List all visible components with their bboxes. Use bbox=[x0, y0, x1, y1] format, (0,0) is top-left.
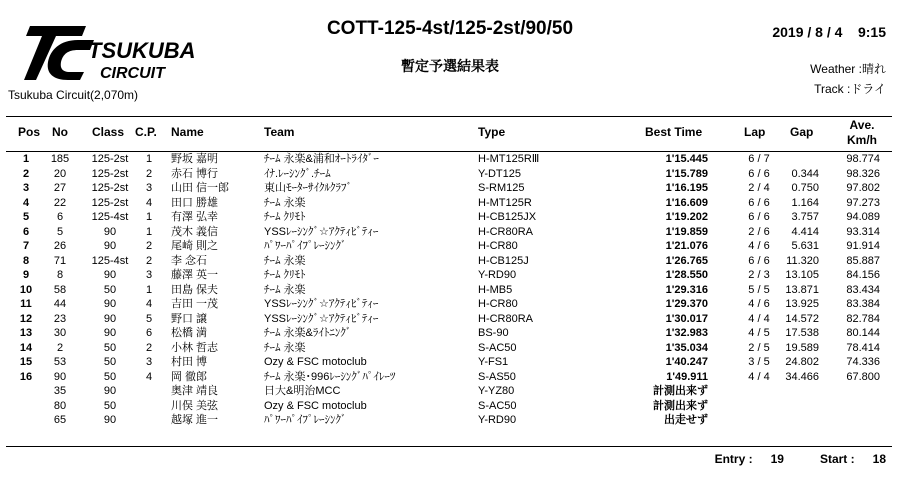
cell-lap: 6 / 6 bbox=[748, 196, 770, 209]
col-header-cp: C.P. bbox=[135, 125, 157, 139]
cell-type: Y-FS1 bbox=[478, 356, 509, 368]
cell-no: 22 bbox=[53, 196, 67, 209]
track-value: ドライ bbox=[850, 82, 886, 96]
cell-best-time: 出走せず bbox=[664, 414, 708, 426]
cell-lap: 4 / 4 bbox=[748, 312, 770, 325]
cell-class: 50 bbox=[103, 356, 117, 368]
cell-team: ﾁｰﾑ 永楽&浦和ｵｰﾄﾗｲﾀﾞｰ bbox=[264, 153, 379, 165]
col-header-best-time: Best Time bbox=[645, 125, 703, 139]
table-row bbox=[0, 283, 900, 298]
cell-ave: 85.887 bbox=[846, 254, 880, 267]
cell-cp: 5 bbox=[145, 312, 153, 325]
cell-class: 90 bbox=[103, 240, 117, 252]
cell-name: 吉田 一茂 bbox=[171, 298, 219, 310]
cell-team: ﾊﾟﾜｰﾊﾟｲﾌﾟﾚｰｼﾝｸﾞ bbox=[264, 240, 347, 252]
cell-gap: 0.750 bbox=[791, 182, 819, 194]
cell-type: BS-90 bbox=[478, 327, 509, 339]
col-header-pos: Pos bbox=[18, 125, 41, 139]
cell-no: 8 bbox=[56, 269, 64, 281]
cell-team: ﾁｰﾑ 永楽･996ﾚｰｼﾝｸﾞﾊﾟｲﾚｰﾂ bbox=[264, 370, 396, 383]
cell-name: 越塚 進一 bbox=[171, 414, 219, 426]
cell-gap: 1.164 bbox=[791, 196, 819, 209]
cell-team: ﾁｰﾑ 永楽 bbox=[264, 283, 306, 296]
cell-best-time: 計測出来ず bbox=[653, 385, 708, 397]
table-row bbox=[0, 181, 900, 196]
cell-pos: 10 bbox=[19, 283, 33, 296]
cell-pos: 16 bbox=[19, 370, 33, 383]
table-row bbox=[0, 152, 900, 167]
cell-class: 90 bbox=[103, 385, 117, 397]
table-row bbox=[0, 384, 900, 399]
cell-gap: 14.572 bbox=[785, 312, 819, 325]
cell-best-time: 1'21.076 bbox=[665, 240, 708, 252]
cell-no: 23 bbox=[53, 312, 67, 325]
time: 9:15 bbox=[857, 24, 886, 40]
cell-cp: 4 bbox=[145, 370, 153, 383]
cell-no: 5 bbox=[56, 225, 64, 238]
cell-best-time: 1'40.247 bbox=[665, 356, 708, 368]
cell-best-time: 1'32.983 bbox=[665, 327, 708, 339]
cell-best-time: 1'28.550 bbox=[665, 269, 708, 281]
cell-team: 東山ﾓｰﾀｰｻｲｸﾙｸﾗﾌﾞ bbox=[264, 182, 352, 194]
cell-name: 松橋 満 bbox=[171, 327, 208, 339]
table-row bbox=[0, 413, 900, 428]
cell-class: 125-2st bbox=[91, 167, 129, 180]
cell-type: S-AC50 bbox=[478, 399, 517, 412]
cell-name: 野口 譲 bbox=[171, 312, 208, 325]
cell-type: H-CR80 bbox=[478, 298, 518, 310]
cell-gap: 5.631 bbox=[791, 240, 819, 252]
cell-gap: 13.925 bbox=[785, 298, 819, 310]
cell-name: 村田 博 bbox=[171, 356, 208, 368]
cell-ave: 93.314 bbox=[846, 225, 880, 238]
cell-ave: 98.774 bbox=[846, 153, 880, 165]
col-header-class: Class bbox=[92, 125, 125, 139]
cell-no: 30 bbox=[53, 327, 67, 339]
cell-class: 125-4st bbox=[91, 211, 129, 223]
col-header-team: Team bbox=[264, 125, 295, 139]
cell-no: 27 bbox=[53, 182, 67, 194]
cell-no: 26 bbox=[53, 240, 67, 252]
cell-type: S-AS50 bbox=[478, 370, 516, 383]
table-row bbox=[0, 399, 900, 414]
cell-pos: 2 bbox=[22, 167, 30, 180]
col-header-no: No bbox=[52, 125, 68, 139]
cell-name: 川俣 美弦 bbox=[171, 399, 219, 412]
cell-no: 35 bbox=[53, 385, 67, 397]
cell-class: 125-2st bbox=[91, 153, 129, 165]
cell-type: H-MT125R bbox=[478, 196, 532, 209]
cell-team: ﾁｰﾑ ｸﾘﾓﾄ bbox=[264, 211, 306, 223]
cell-name: 田口 勝雄 bbox=[171, 196, 219, 209]
cell-lap: 4 / 4 bbox=[748, 370, 770, 383]
table-row bbox=[0, 297, 900, 312]
cell-cp: 2 bbox=[145, 167, 153, 180]
cell-team: ﾁｰﾑ ｸﾘﾓﾄ bbox=[264, 269, 306, 281]
cell-no: 44 bbox=[53, 298, 67, 310]
cell-lap: 2 / 5 bbox=[748, 341, 770, 354]
start-label: Start bbox=[819, 452, 848, 466]
start-value: 18 bbox=[872, 452, 886, 466]
cell-lap: 5 / 5 bbox=[748, 283, 770, 296]
entry-count: Entry : 19 bbox=[714, 452, 784, 466]
cell-lap: 4 / 6 bbox=[748, 298, 770, 310]
table-row bbox=[0, 312, 900, 327]
table-row bbox=[0, 326, 900, 341]
cell-cp: 1 bbox=[145, 225, 153, 238]
table-row bbox=[0, 355, 900, 370]
table-row bbox=[0, 225, 900, 240]
cell-name: 藤澤 英一 bbox=[171, 269, 219, 281]
cell-cp: 1 bbox=[145, 153, 153, 165]
cell-ave: 78.414 bbox=[846, 341, 880, 354]
cell-team: ｲﾅ.ﾚｰｼﾝｸﾞ.ﾁｰﾑ bbox=[264, 167, 331, 180]
cell-ave: 80.144 bbox=[846, 327, 880, 339]
cell-team: ﾁｰﾑ 永楽 bbox=[264, 341, 306, 354]
cell-best-time: 1'30.017 bbox=[665, 312, 708, 325]
cell-cp: 3 bbox=[145, 356, 153, 368]
cell-best-time: 1'16.195 bbox=[665, 182, 708, 194]
cell-lap: 2 / 6 bbox=[748, 225, 770, 238]
cell-ave: 84.156 bbox=[846, 269, 880, 281]
cell-lap: 6 / 7 bbox=[748, 153, 770, 165]
cell-ave: 82.784 bbox=[846, 312, 880, 325]
table-top-rule bbox=[6, 116, 892, 117]
cell-class: 125-2st bbox=[91, 182, 129, 194]
cell-name: 小林 哲志 bbox=[171, 341, 219, 354]
cell-team: Ozy & FSC motoclub bbox=[264, 356, 367, 368]
cell-gap: 3.757 bbox=[791, 211, 819, 223]
cell-cp: 2 bbox=[145, 341, 153, 354]
table-row bbox=[0, 268, 900, 283]
cell-lap: 4 / 6 bbox=[748, 240, 770, 252]
date: 2019 / 8 / 4 bbox=[772, 24, 843, 40]
cell-class: 125-4st bbox=[91, 254, 129, 267]
cell-class: 90 bbox=[103, 298, 117, 310]
col-header-lap: Lap bbox=[744, 125, 766, 139]
cell-class: 50 bbox=[103, 399, 117, 412]
cell-gap: 19.589 bbox=[785, 341, 819, 354]
page-title: COTT-125-4st/125-2st/90/50 bbox=[326, 18, 574, 39]
cell-best-time: 1'29.316 bbox=[665, 283, 708, 296]
cell-best-time: 1'16.609 bbox=[665, 196, 708, 209]
cell-gap: 13.105 bbox=[785, 269, 819, 281]
cell-cp: 1 bbox=[145, 283, 153, 296]
cell-team: ﾁｰﾑ 永楽 bbox=[264, 254, 306, 267]
cell-ave: 91.914 bbox=[846, 240, 880, 252]
cell-gap: 13.871 bbox=[785, 283, 819, 296]
cell-lap: 4 / 5 bbox=[748, 327, 770, 339]
cell-gap: 24.802 bbox=[785, 356, 819, 368]
cell-lap: 6 / 6 bbox=[748, 254, 770, 267]
cell-cp: 6 bbox=[145, 327, 153, 339]
cell-best-time: 1'29.370 bbox=[665, 298, 708, 310]
col-header-name: Name bbox=[171, 125, 204, 139]
cell-type: H-MB5 bbox=[478, 283, 513, 296]
cell-best-time: 計測出来ず bbox=[653, 399, 708, 412]
cell-cp: 4 bbox=[145, 298, 153, 310]
col-header-ave-line2: Km/h bbox=[847, 133, 877, 147]
table-row bbox=[0, 341, 900, 356]
cell-ave: 67.800 bbox=[846, 370, 880, 383]
cell-lap: 3 / 5 bbox=[748, 356, 770, 368]
cell-team: YSSﾚｰｼﾝｸﾞ☆ｱｸﾃｨﾋﾞﾃｨｰ bbox=[264, 225, 379, 238]
start-count: Start : 18 bbox=[819, 452, 886, 466]
cell-team: ﾊﾟﾜｰﾊﾟｲﾌﾟﾚｰｼﾝｸﾞ bbox=[264, 414, 347, 426]
cell-type: H-CR80RA bbox=[478, 312, 534, 325]
cell-team: YSSﾚｰｼﾝｸﾞ☆ｱｸﾃｨﾋﾞﾃｨｰ bbox=[264, 298, 379, 310]
table-row bbox=[0, 254, 900, 269]
cell-class: 90 bbox=[103, 269, 117, 281]
cell-best-time: 1'26.765 bbox=[665, 254, 708, 267]
cell-gap: 4.414 bbox=[791, 225, 819, 238]
cell-best-time: 1'19.859 bbox=[665, 225, 708, 238]
cell-type: Y-YZ80 bbox=[478, 385, 515, 397]
cell-no: 185 bbox=[50, 153, 70, 165]
cell-cp: 3 bbox=[145, 269, 153, 281]
cell-class: 90 bbox=[103, 327, 117, 339]
cell-name: 岡 徹郎 bbox=[171, 370, 208, 383]
cell-name: 野坂 嘉明 bbox=[171, 153, 219, 165]
entry-start-summary bbox=[679, 452, 886, 466]
cell-pos: 15 bbox=[19, 356, 33, 368]
logo-word-tsukuba: TSUKUBA bbox=[88, 38, 196, 63]
cell-no: 53 bbox=[53, 356, 67, 368]
cell-cp: 2 bbox=[145, 240, 153, 252]
cell-pos: 3 bbox=[22, 182, 30, 194]
cell-pos: 4 bbox=[22, 196, 30, 209]
cell-class: 50 bbox=[103, 283, 117, 296]
cell-team: YSSﾚｰｼﾝｸﾞ☆ｱｸﾃｨﾋﾞﾃｨｰ bbox=[264, 312, 379, 325]
cell-type: H-MT125RⅢ bbox=[478, 153, 540, 165]
cell-no: 58 bbox=[53, 283, 67, 296]
cell-type: S-RM125 bbox=[478, 182, 525, 194]
cell-class: 90 bbox=[103, 225, 117, 238]
col-header-type: Type bbox=[478, 125, 506, 139]
logo-word-circuit: CIRCUIT bbox=[100, 65, 165, 82]
venue-label: Tsukuba Circuit(2,070m) bbox=[8, 88, 139, 102]
cell-class: 90 bbox=[103, 312, 117, 325]
cell-no: 80 bbox=[53, 399, 67, 412]
cell-name: 赤石 博行 bbox=[171, 167, 219, 180]
cell-best-time: 1'49.911 bbox=[666, 370, 708, 383]
cell-no: 71 bbox=[53, 254, 67, 267]
cell-pos: 11 bbox=[20, 298, 32, 310]
track-label: Track bbox=[814, 82, 844, 96]
cell-pos: 7 bbox=[22, 240, 30, 252]
cell-type: H-CR80RA bbox=[478, 225, 534, 238]
cell-type: H-CB125J bbox=[478, 254, 529, 267]
cell-ave: 94.089 bbox=[846, 211, 880, 223]
table-row bbox=[0, 370, 900, 385]
cell-gap: 34.466 bbox=[785, 370, 819, 383]
cell-type: Y-RD90 bbox=[478, 414, 517, 426]
cell-cp: 3 bbox=[145, 182, 153, 194]
cell-ave: 98.326 bbox=[846, 167, 880, 180]
cell-cp: 4 bbox=[145, 196, 153, 209]
cell-ave: 97.802 bbox=[846, 182, 880, 194]
cell-ave: 74.336 bbox=[846, 356, 880, 368]
cell-name: 有澤 弘幸 bbox=[171, 211, 219, 223]
cell-best-time: 1'19.202 bbox=[665, 211, 708, 223]
cell-name: 奥津 靖良 bbox=[171, 385, 219, 397]
cell-class: 90 bbox=[103, 414, 117, 426]
cell-no: 90 bbox=[53, 370, 67, 383]
cell-best-time: 1'15.789 bbox=[665, 167, 708, 180]
cell-class: 50 bbox=[103, 341, 117, 354]
table-row bbox=[0, 239, 900, 254]
entry-value: 19 bbox=[770, 452, 784, 466]
cell-best-time: 1'35.034 bbox=[665, 341, 708, 354]
cell-best-time: 1'15.445 bbox=[665, 153, 708, 165]
cell-pos: 5 bbox=[22, 211, 30, 223]
table-row bbox=[0, 210, 900, 225]
cell-class: 125-2st bbox=[91, 196, 129, 209]
cell-ave: 83.384 bbox=[846, 298, 880, 310]
cell-name: 尾崎 則之 bbox=[171, 240, 219, 252]
cell-name: 山田 信一郎 bbox=[171, 182, 230, 194]
cell-team: ﾁｰﾑ 永楽&ﾗｲﾄﾆﾝｸﾞ bbox=[264, 327, 352, 339]
col-header-gap: Gap bbox=[790, 125, 814, 139]
cell-type: H-CB125JX bbox=[478, 211, 537, 223]
cell-pos: 12 bbox=[19, 312, 33, 325]
cell-class: 50 bbox=[103, 370, 117, 383]
cell-name: 田島 保夫 bbox=[171, 283, 219, 296]
cell-no: 20 bbox=[53, 167, 67, 180]
cell-pos: 8 bbox=[22, 254, 30, 267]
results-table-body bbox=[0, 152, 900, 428]
cell-no: 2 bbox=[56, 341, 64, 354]
cell-gap: 11.320 bbox=[786, 254, 819, 267]
cell-team: ﾁｰﾑ 永楽 bbox=[264, 196, 306, 209]
cell-type: S-AC50 bbox=[478, 341, 517, 354]
col-header-ave-line1: Ave. bbox=[849, 118, 875, 132]
cell-gap: 0.344 bbox=[791, 167, 819, 180]
cell-name: 李 念石 bbox=[171, 254, 208, 267]
weather-label: Weather bbox=[810, 62, 856, 76]
cell-type: Y-RD90 bbox=[478, 269, 517, 281]
cell-type: Y-DT125 bbox=[478, 167, 522, 180]
cell-gap: 17.538 bbox=[785, 327, 819, 339]
cell-pos: 6 bbox=[22, 225, 30, 238]
cell-no: 65 bbox=[53, 414, 67, 426]
table-row bbox=[0, 167, 900, 182]
table-bottom-rule bbox=[6, 446, 892, 447]
cell-pos: 14 bbox=[19, 341, 33, 354]
entry-label: Entry bbox=[714, 452, 746, 466]
cell-ave: 83.434 bbox=[846, 283, 880, 296]
cell-pos: 9 bbox=[22, 269, 30, 281]
page-subtitle: 暫定予選結果表 bbox=[401, 58, 499, 74]
table-row bbox=[0, 196, 900, 211]
cell-pos: 13 bbox=[19, 327, 33, 339]
cell-pos: 1 bbox=[22, 153, 30, 165]
cell-no: 6 bbox=[56, 211, 64, 223]
cell-lap: 2 / 3 bbox=[748, 269, 770, 281]
cell-lap: 6 / 6 bbox=[748, 167, 770, 180]
cell-ave: 97.273 bbox=[846, 196, 880, 209]
date-time bbox=[772, 24, 886, 40]
cell-lap: 6 / 6 bbox=[748, 211, 770, 223]
cell-cp: 2 bbox=[145, 254, 153, 267]
cell-cp: 1 bbox=[145, 211, 153, 223]
cell-name: 茂木 義信 bbox=[171, 225, 219, 238]
cell-lap: 2 / 4 bbox=[748, 182, 770, 194]
weather-value: 晴れ bbox=[861, 62, 886, 76]
track-info: Track :ドライ bbox=[814, 82, 886, 96]
weather-info: Weather :晴れ bbox=[810, 62, 886, 76]
cell-team: Ozy & FSC motoclub bbox=[264, 399, 367, 412]
cell-type: H-CR80 bbox=[478, 240, 518, 252]
cell-team: 日大&明治MCC bbox=[264, 385, 341, 397]
col-header-ave bbox=[836, 118, 888, 148]
